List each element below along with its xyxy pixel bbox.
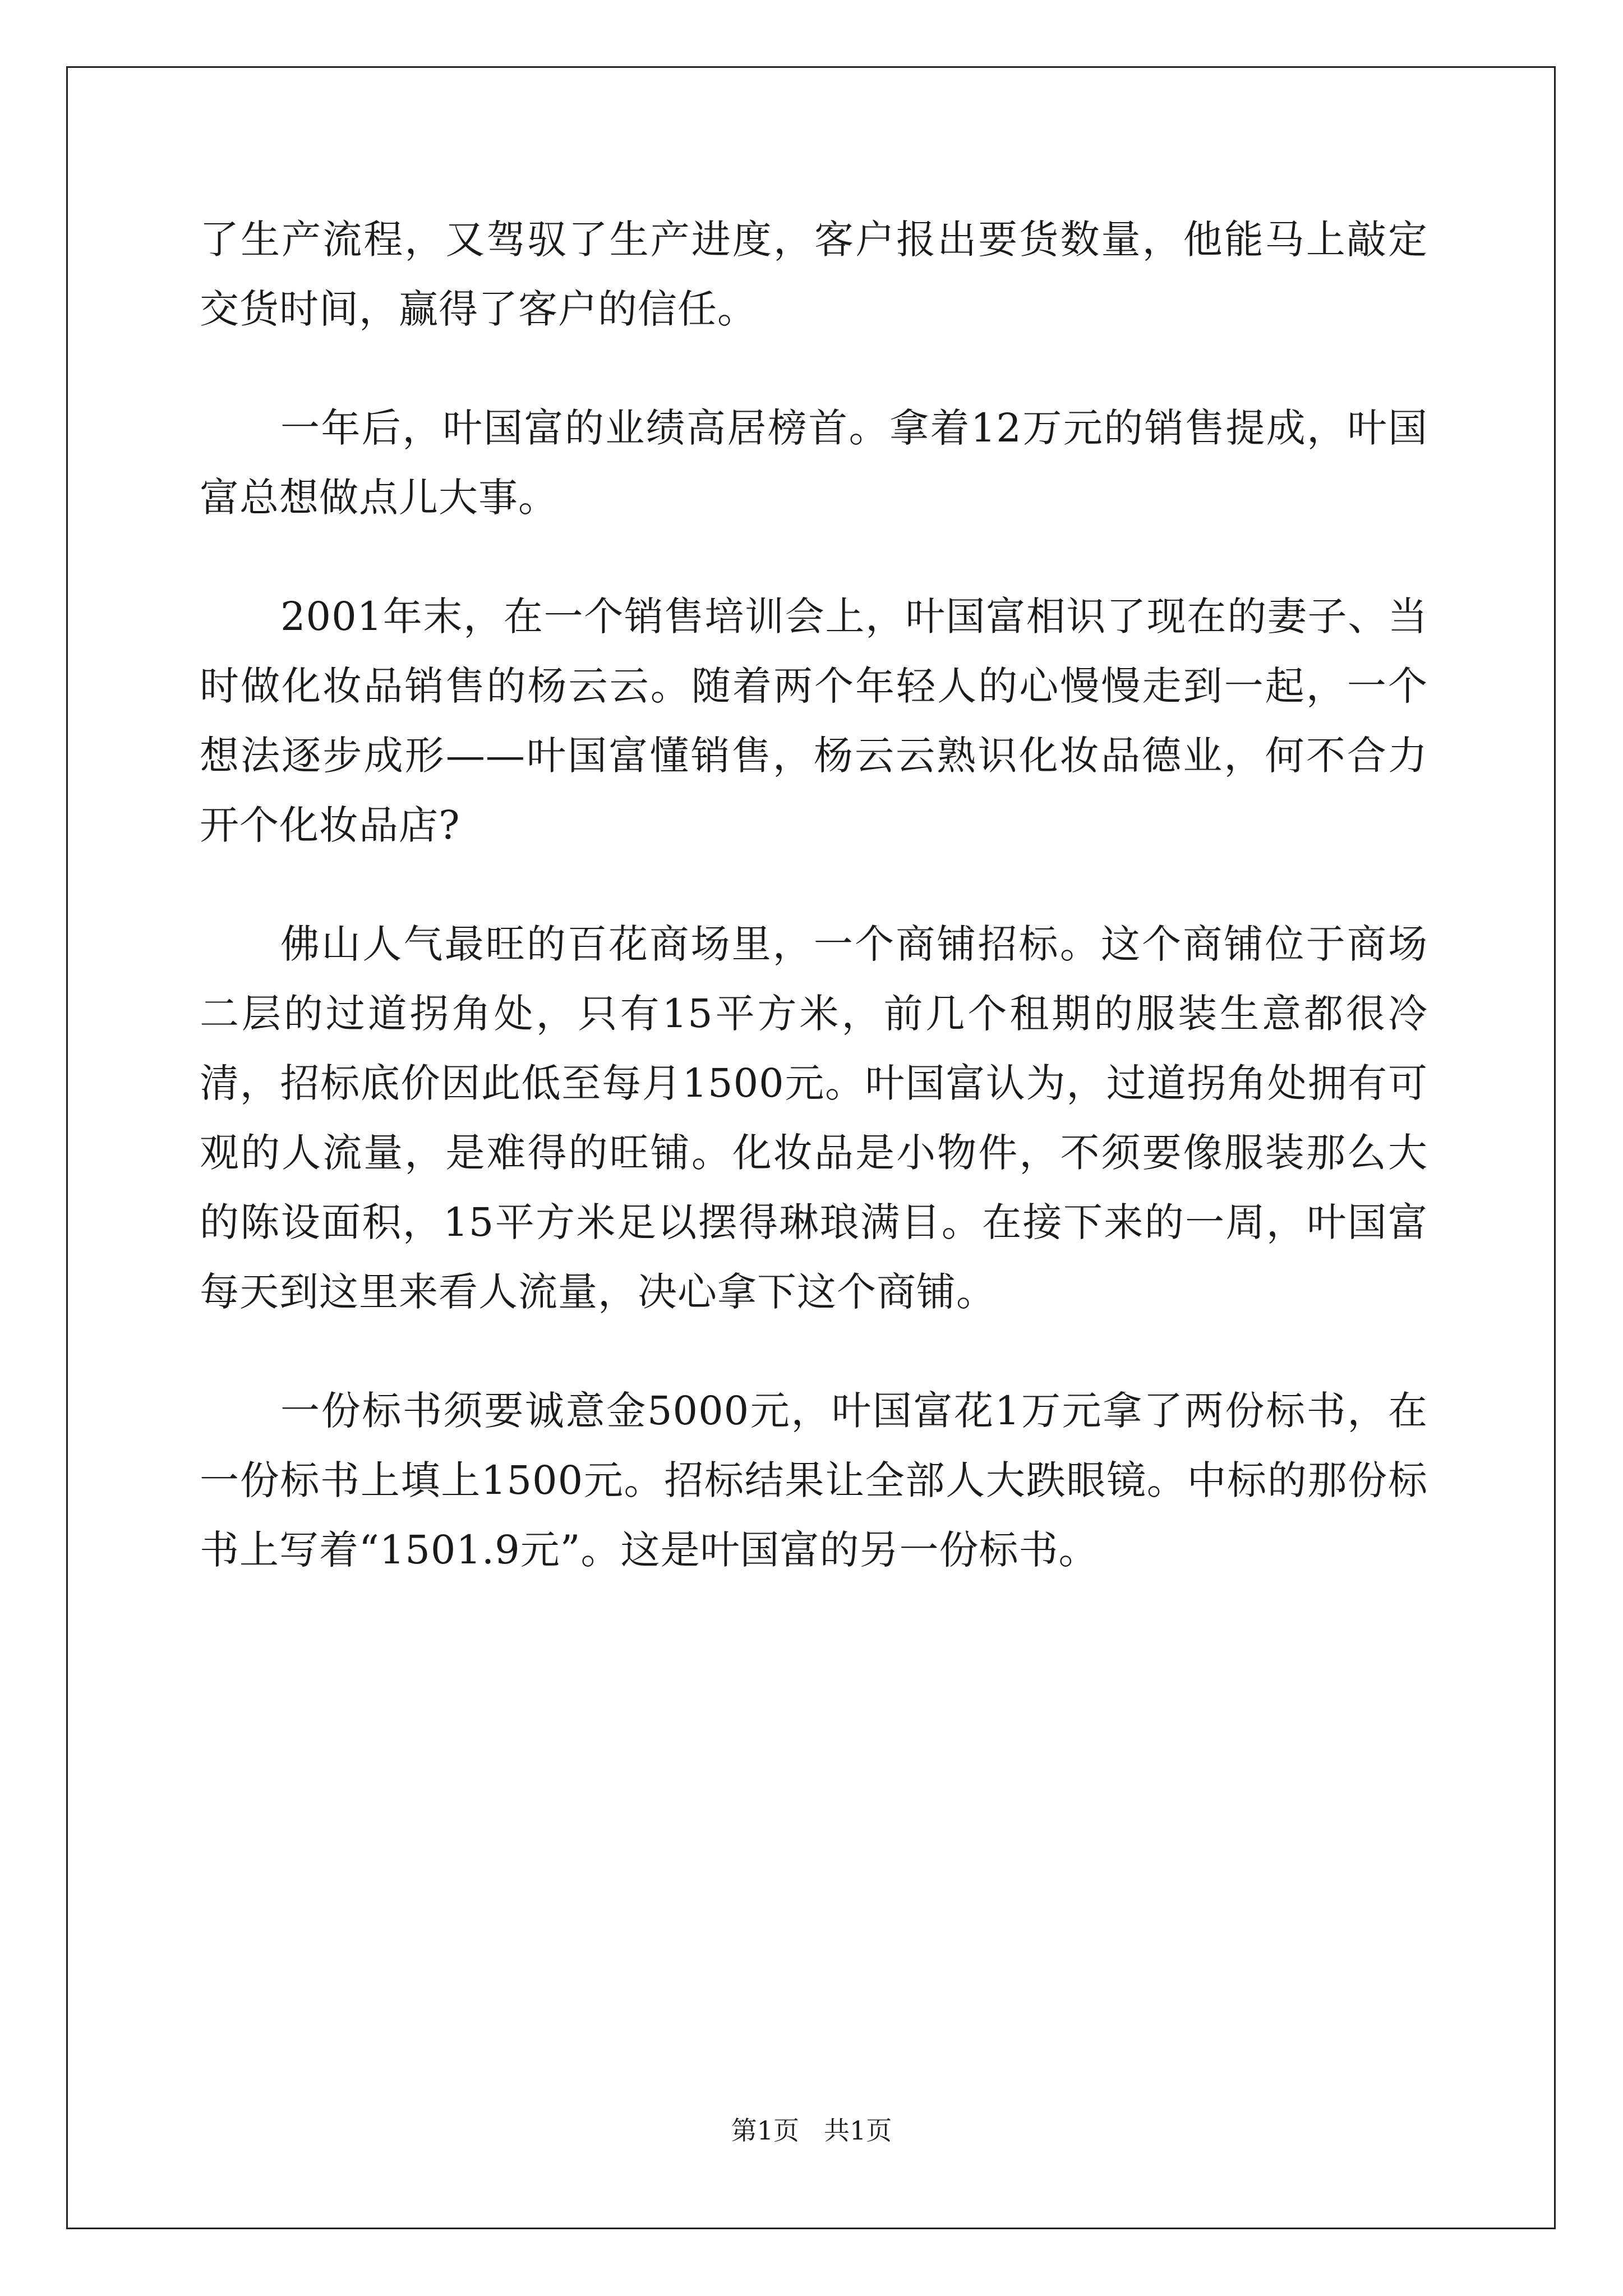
page-total: 共1页 [824, 2115, 892, 2146]
paragraph: 2001年末，在一个销售培训会上，叶国富相识了现在的妻子、当时做化妆品销售的杨云云。随着两个年轻人的心慢慢走到一起，一个想法逐步成形——叶国富懂销售，杨云云熟识化妆品德业，何不合力开个化妆品店? [200, 593, 1428, 848]
paragraph-continuation: 了生产流程，又驾驭了生产进度，客户报出要货数量，他能马上敲定交货时间，赢得了客户的信任。 [200, 217, 1428, 332]
paragraph: 一年后，叶国富的业绩高居榜首。拿着12万元的销售提成，叶国富总想做点儿大事。 [200, 405, 1428, 521]
page-number: 第1页 [731, 2115, 799, 2146]
document-body [200, 205, 1428, 1634]
page-footer [0, 2114, 1623, 2147]
paragraph: 一份标书须要诚意金5000元，叶国富花1万元拿了两份标书，在一份标书上填上1500元。招标结果让全部人大跌眼镜。中标的那份标书上写着“1501.9元”。这是叶国富的另一份标书。 [200, 1388, 1428, 1573]
paragraph: 佛山人气最旺的百花商场里，一个商铺招标。这个商铺位于商场二层的过道拐角处，只有15平方米，前几个租期的服装生意都很冷清，招标底价因此低至每月1500元。叶国富认为，过道拐角处拥有可观的人流量，是难得的旺铺。化妆品是小物件，不须要像服装那么大的陈设面积，15平方米足以摆得琳琅满目。在接下来的一周，叶国富每天到这里来看人流量，决心拿下这个商铺。 [200, 921, 1428, 1315]
